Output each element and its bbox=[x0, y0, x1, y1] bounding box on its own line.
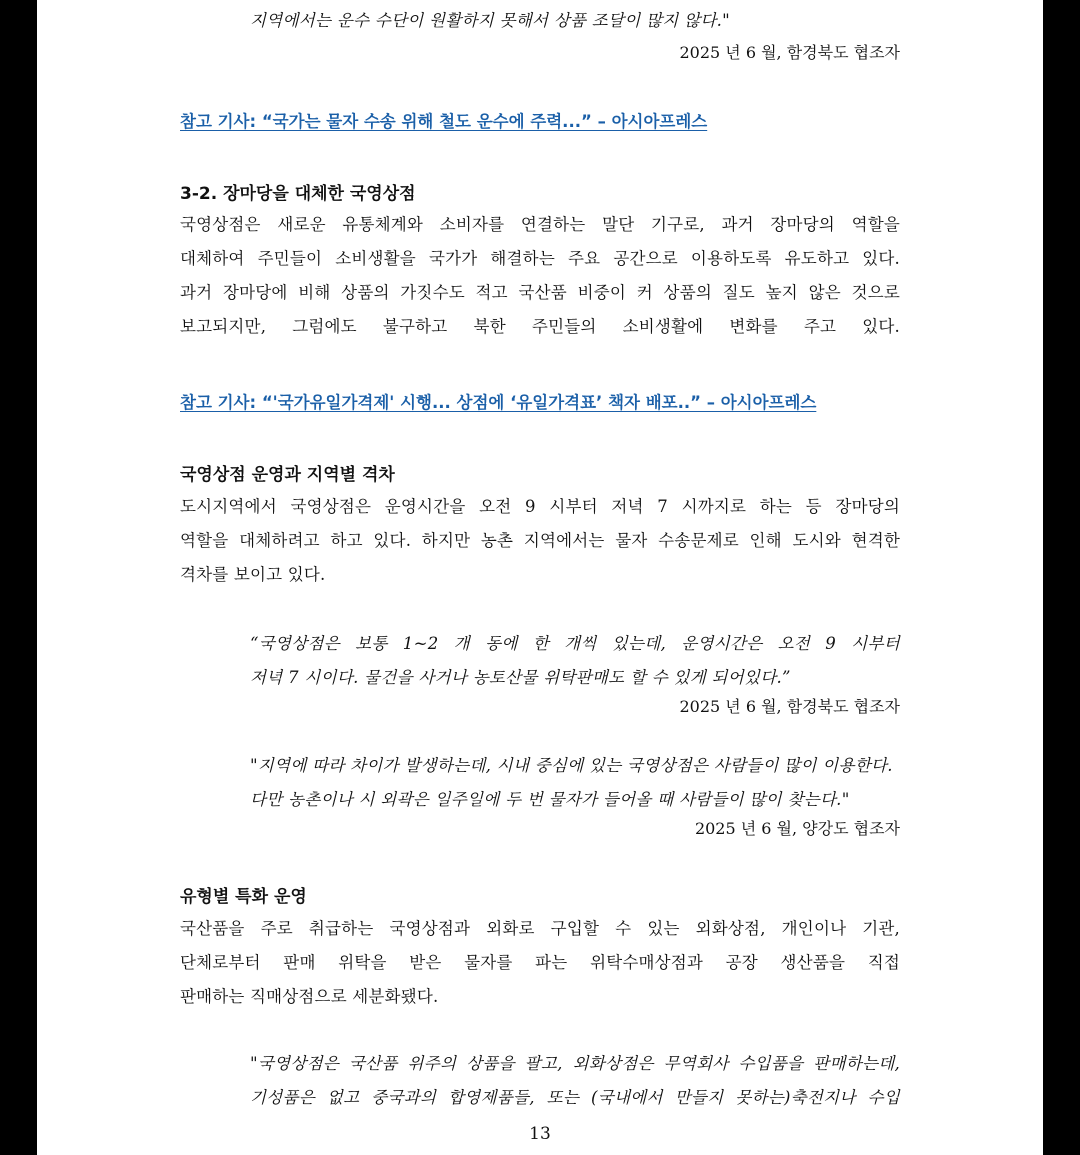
paragraph-line: 격차를 보이고 있다. bbox=[180, 565, 326, 584]
quote-citation: 2025 년 6 월, 양강도 협조자 bbox=[694, 819, 900, 838]
section-paragraph bbox=[180, 208, 900, 344]
quote-continuation bbox=[250, 4, 900, 38]
paragraph-line: 도시지역에서 국영상점은 운영시간을 오전 9 시부터 저녁 7 시까지로 하는 등 장마당의 bbox=[180, 497, 900, 516]
reference-article-link[interactable]: 참고 기사: “'국가유일가격제' 시행... 상점에 ‘유일가격표’ 책자 배포..” – 아시아프레스 bbox=[180, 393, 817, 412]
interview-quote bbox=[250, 1047, 900, 1115]
quote-line: “국영상점은 보통 1~2 개 동에 한 개씩 있는데, 운영시간은 오전 9 시부터 bbox=[250, 634, 900, 653]
section-heading: 3-2. 장마당을 대체한 국영상점 bbox=[180, 184, 416, 204]
quote-citation: 2025 년 6 월, 함경북도 협조자 bbox=[679, 43, 900, 62]
paragraph-line: 대체하여 주민들이 소비생활을 국가가 해결하는 주요 공간으로 이용하도록 유도하고 있다. bbox=[180, 249, 900, 268]
quote-line: 기성품은 없고 중국과의 합영제품들, 또는 (국내에서 만들지 못하는)축전지나 수입 bbox=[250, 1088, 900, 1107]
quote-line: 지역에서는 운수 수단이 원활하지 못해서 상품 조달이 많지 않다." bbox=[250, 11, 731, 30]
paragraph-line: 단체로부터 판매 위탁을 받은 물자를 파는 위탁수매상점과 공장 생산품을 직접 bbox=[180, 953, 900, 972]
subsection-heading: 국영상점 운영과 지역별 격차 bbox=[180, 465, 395, 485]
quote-line: "국영상점은 국산품 위주의 상품을 팔고, 외화상점은 무역회사 수입품을 판매하는데, bbox=[250, 1054, 900, 1073]
subsection-paragraph bbox=[180, 912, 900, 1014]
paragraph-line: 역할을 대체하려고 하고 있다. 하지만 농촌 지역에서는 물자 수송문제로 인해 도시와 현격한 bbox=[180, 531, 900, 550]
reference-article-row bbox=[180, 108, 900, 132]
quote-line: 다만 농촌이나 시 외곽은 일주일에 두 번 물자가 들어올 때 사람들이 많이 찾는다." bbox=[250, 790, 850, 809]
paragraph-line: 국영상점은 새로운 유통체계와 소비자를 연결하는 말단 기구로, 과거 장마당의 역할을 bbox=[180, 215, 900, 234]
quote-line: "지역에 따라 차이가 발생하는데, 시내 중심에 있는 국영상점은 사람들이 많이 이용한다. bbox=[250, 756, 893, 775]
reference-article-link[interactable]: 참고 기사: “국가는 물자 수송 위해 철도 운수에 주력...” – 아시아프레스 bbox=[180, 112, 708, 131]
interview-quote bbox=[250, 749, 900, 817]
quote-citation: 2025 년 6 월, 함경북도 협조자 bbox=[679, 697, 900, 716]
paragraph-line: 과거 장마당에 비해 상품의 가짓수도 적고 국산품 비중이 커 상품의 질도 높지 않은 것으로 bbox=[180, 283, 900, 302]
document-page bbox=[37, 0, 1043, 1155]
page-number: 13 bbox=[529, 1124, 551, 1144]
subsection-heading: 유형별 특화 운영 bbox=[180, 887, 307, 907]
paragraph-line: 판매하는 직매상점으로 세분화됐다. bbox=[180, 987, 439, 1006]
interview-quote bbox=[250, 627, 900, 695]
quote-line: 저녁 7 시이다. 물건을 사거나 농토산물 위탁판매도 할 수 있게 되어있다.” bbox=[250, 668, 791, 687]
paragraph-line: 국산품을 주로 취급하는 국영상점과 외화로 구입할 수 있는 외화상점, 개인이나 기관, bbox=[180, 919, 900, 938]
paragraph-line: 보고되지만, 그럼에도 불구하고 북한 주민들의 소비생활에 변화를 주고 있다. bbox=[180, 317, 900, 336]
subsection-paragraph bbox=[180, 490, 900, 592]
reference-article-row bbox=[180, 389, 900, 413]
